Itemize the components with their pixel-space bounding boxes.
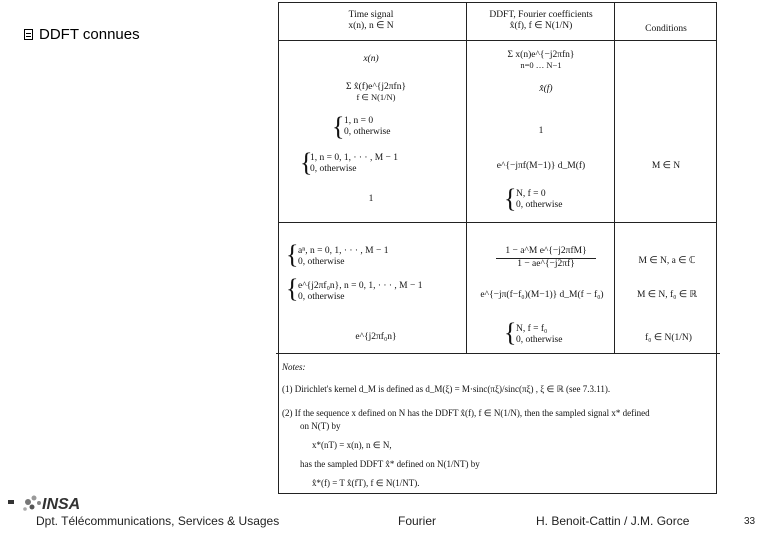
- footer-department: Dpt. Télécommunications, Services & Usages: [36, 514, 280, 528]
- r3-time-a: 1, n = 0: [344, 116, 374, 126]
- r8-time: e^{j2πf₀n}: [355, 332, 397, 342]
- r5-ddft: [516, 189, 606, 211]
- r4-cond: M ∈ N: [651, 161, 681, 171]
- r1-ddft-limits: n=0 … N−1: [520, 59, 562, 70]
- r7-time-b: 0, otherwise: [298, 291, 345, 302]
- header-ddft-label: DDFT, Fourier coefficients: [489, 10, 593, 20]
- header-divider: [278, 40, 716, 41]
- r8-cond: f₀ ∈ N(1/N): [645, 333, 692, 343]
- r6-ddft-den: 1 − ae^{−j2πf}: [517, 258, 575, 269]
- table-border-top: [278, 2, 716, 3]
- r7-ddft: e^{−jπ(f−f₀)(M−1)} d_M(f − f₀): [480, 290, 604, 300]
- note-1: (1) Dirichlet's kernel d_M is defined as d_M(ξ) = M·sinc(πξ)/sinc(πξ) , ξ ∈ ℝ (see 7.3.11).: [282, 384, 611, 394]
- r7-cond: M ∈ N, f₀ ∈ ℝ: [636, 290, 698, 300]
- header-ddft-sub: x̂(f), f ∈ N(1/N): [509, 20, 573, 31]
- r7-time-a: e^{j2πf₀n}, n = 0, 1, · · · , M − 1: [298, 281, 423, 291]
- r6-ddft: [496, 246, 596, 270]
- notes-divider: [276, 353, 720, 354]
- r5-time: 1: [368, 194, 374, 204]
- footer-authors: H. Benoit-Cattin / J.M. Gorce: [536, 514, 690, 528]
- r8-ddft-b: 0, otherwise: [516, 334, 563, 345]
- r4-ddft: e^{−jπf(M−1)} d_M(f): [496, 161, 586, 171]
- r7-brace: {: [286, 274, 299, 303]
- r2-time-limits: f ∈ N(1/N): [356, 91, 396, 102]
- r3-brace: {: [332, 112, 345, 141]
- r2-time-expr: Σ x̂(f)e^{j2πfn}: [345, 82, 407, 92]
- section-divider: [278, 222, 716, 223]
- notepad-icon: [24, 29, 33, 40]
- r2-time: [316, 82, 436, 103]
- slide-title: [24, 26, 140, 43]
- header-time: [316, 10, 426, 32]
- r6-cond: M ∈ N, a ∈ ℂ: [638, 256, 696, 266]
- r6-brace: {: [286, 240, 299, 269]
- r5-ddft-a: N, f = 0: [516, 189, 546, 199]
- column-divider-2: [614, 2, 615, 353]
- column-divider-1: [466, 2, 467, 353]
- note-2d: has the sampled DDFT x̂* defined on N(1/NT) by: [300, 459, 480, 469]
- r7-time: [298, 281, 463, 303]
- r3-ddft: 1: [538, 126, 544, 136]
- r3-time: [344, 116, 454, 138]
- r3-time-b: 0, otherwise: [344, 126, 391, 137]
- note-2b: on N(T) by: [300, 421, 341, 431]
- r8-ddft: [516, 324, 606, 346]
- header-conditions: Conditions: [645, 24, 687, 34]
- footer-topic: Fourier: [398, 514, 437, 528]
- note-2c: x*(nT) = x(n), n ∈ N,: [312, 440, 392, 450]
- logo-text: INSA: [42, 496, 81, 513]
- r4-brace: {: [300, 148, 313, 177]
- scanned-table: [276, 0, 720, 498]
- header-ddft: [471, 10, 611, 32]
- r1-ddft: [476, 50, 606, 71]
- r4-time-b: 0, otherwise: [310, 163, 357, 174]
- r6-time-a: aⁿ, n = 0, 1, · · · , M − 1: [298, 246, 389, 256]
- r5-brace: {: [504, 184, 517, 213]
- r8-brace: {: [504, 318, 517, 347]
- slide-title-text: DDFT connues: [39, 26, 140, 43]
- r4-time-a: 1, n = 0, 1, · · · , M − 1: [310, 153, 399, 163]
- page-number: 33: [744, 516, 756, 527]
- r1-ddft-expr: Σ x(n)e^{−j2πfn}: [507, 50, 575, 60]
- header-time-label: Time signal: [348, 10, 394, 20]
- header-time-sub: x(n), n ∈ N: [348, 20, 394, 31]
- note-2: (2) If the sequence x defined on N has the DDFT x̂(f), f ∈ N(1/N), then the sampled signal x* defined: [282, 408, 650, 418]
- r8-ddft-a: N, f = f₀: [516, 324, 548, 334]
- r5-ddft-b: 0, otherwise: [516, 199, 563, 210]
- r6-time: [298, 246, 463, 268]
- table-border-bottom: [278, 493, 716, 494]
- notes-title: Notes:: [282, 362, 306, 372]
- table-border-right: [716, 2, 717, 494]
- r4-time: [310, 153, 460, 175]
- table-border-left: [278, 2, 279, 494]
- r6-time-b: 0, otherwise: [298, 256, 345, 267]
- r6-ddft-num: 1 − a^M e^{−j2πfM}: [496, 246, 596, 259]
- note-2e: x̂*(f) = T x̂(fT), f ∈ N(1/NT).: [312, 478, 420, 488]
- r2-ddft: x̂(f): [539, 84, 553, 94]
- r1-time: x(n): [363, 54, 379, 64]
